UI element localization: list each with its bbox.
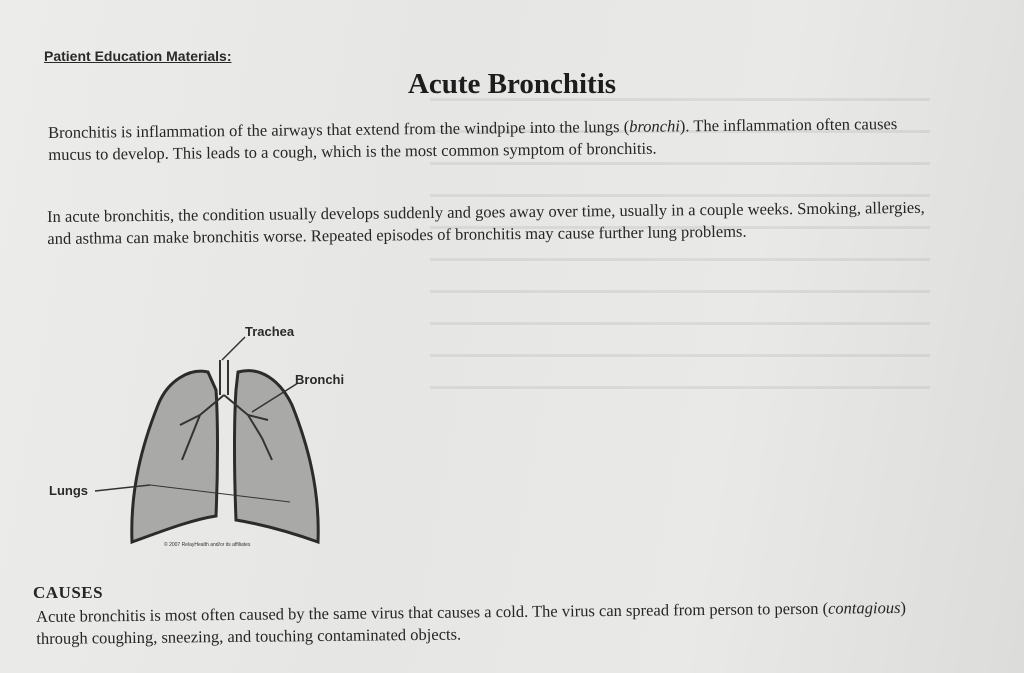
intro-text-after: ). The inflammation often causes mucus to develop. This leads to a cough, which is the most common symptom of bronchitis. [48,114,898,164]
intro-term: bronchi [629,116,680,136]
causes-term: contagious [827,597,901,618]
causes-heading: CAUSES [33,583,104,602]
diagram-caption: © 2007 RelayHealth and/or its affiliates [164,542,251,548]
left-lung [132,371,218,542]
acute-paragraph: In acute bronchitis, the condition usually develops suddenly and goes away over time, usually in a couple weeks. Smoking, allergies, and asthma can make bronchitis worse. Repeated episodes of bronchitis may cause further lung problems. [47,197,925,248]
trachea-leader [222,337,245,360]
trachea-shape [220,360,228,395]
section-label: Patient Education Materials: [44,48,232,64]
lung-illustration [40,320,380,560]
intro-text-before: Bronchitis is inflammation of the airways that extend from the windpipe into the lungs ( [48,116,630,142]
page-title: Acute Bronchitis [407,68,617,100]
trachea-label: Trachea [245,324,295,339]
lungs-label: Lungs [49,483,88,498]
bronchi-label: Bronchi [295,372,345,387]
causes-text-after: ) through coughing, sneezing, and touching contaminated objects. [36,597,907,648]
intro-paragraph [48,113,928,166]
lung-diagram [40,320,380,560]
causes-text-before: Acute bronchitis is most often caused by the same virus that causes a cold. The virus can spread from person to person ( [36,598,829,626]
causes-paragraph [36,596,956,650]
